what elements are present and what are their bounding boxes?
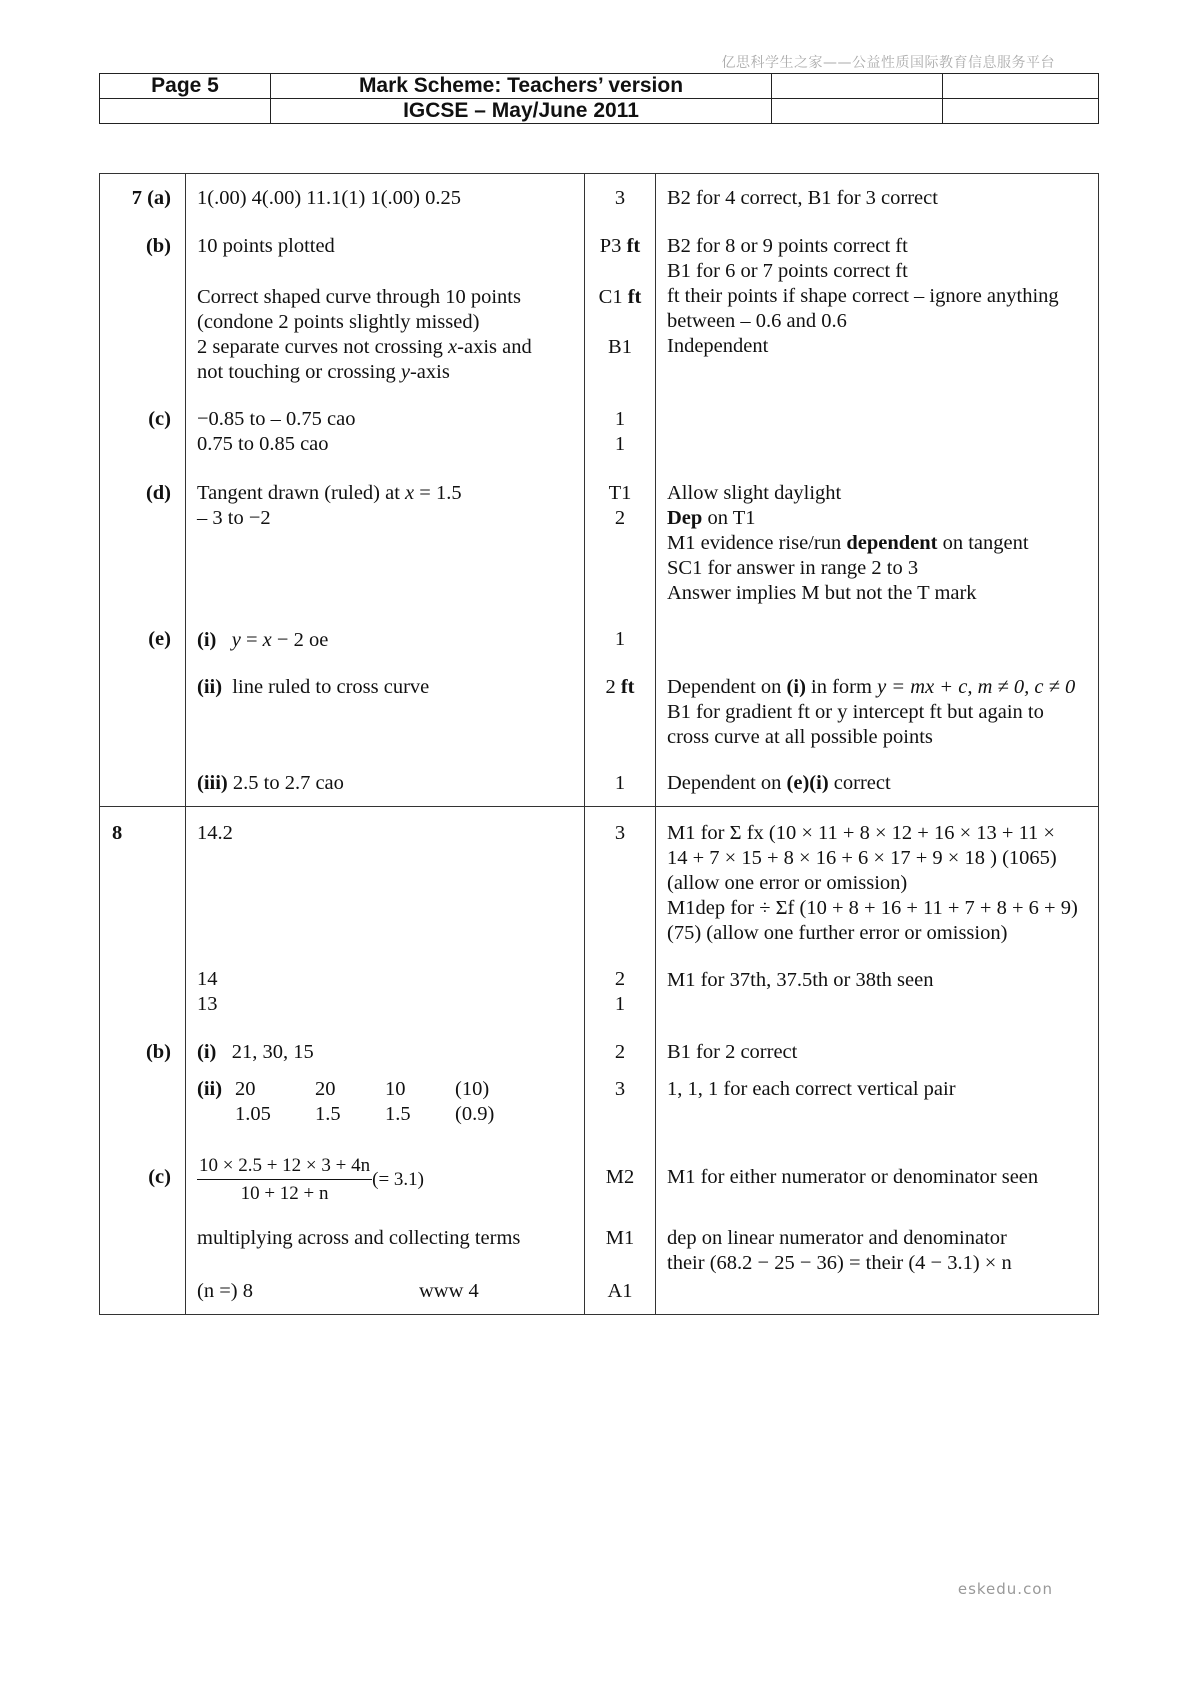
footer-url: eskedu.con (957, 1580, 1053, 1598)
table-row (100, 1065, 1099, 1127)
denominator: 10 + 12 + n (240, 1183, 329, 1204)
mark-cell: 3 (585, 807, 656, 947)
guidance-cell (656, 606, 1099, 653)
mark-cell: 1 (585, 606, 656, 653)
question-label (100, 946, 186, 1017)
watermark: 亿思科学生之家——公益性质国际教育信息服务平台 (721, 55, 1055, 71)
question-label: (b) (100, 211, 186, 385)
answer-cell (186, 211, 585, 385)
answer-cell: 1(.00) 4(.00) 11.1(1) 1(.00) 0.25 (186, 174, 585, 212)
table-row (100, 946, 1099, 1017)
answer-line: Correct shaped curve through 10 points (197, 286, 521, 308)
answer-cell: multiplying across and collecting terms (186, 1206, 585, 1276)
header-empty-cell (772, 99, 943, 124)
mark-cell: A1 (585, 1276, 656, 1315)
table-row (100, 807, 1099, 947)
answer-cell (186, 1127, 585, 1206)
question-label (100, 1065, 186, 1127)
answer-line: not touching or crossing y-axis (197, 361, 450, 383)
page-header-table (99, 73, 1099, 124)
guidance-cell (656, 1276, 1099, 1315)
table-row (100, 653, 1099, 750)
header-empty-cell (943, 74, 1099, 99)
equals-value: (= 3.1) (372, 1169, 424, 1190)
mark-cell: 1 (585, 750, 656, 807)
guidance-cell: 1, 1, 1 for each correct vertical pair (656, 1065, 1099, 1127)
mark-cell: M1 (585, 1206, 656, 1276)
question-label (100, 1206, 186, 1276)
guidance-cell: B2 for 8 or 9 points correct ft B1 for 6 or 7 points correct ft ft their points if shape correct – ignore anything between – 0.6 and 0.6 Independent (656, 211, 1099, 385)
mark-scheme-table (99, 173, 1099, 1315)
guidance-cell: M1 for 37th, 37.5th or 38th seen (656, 946, 1099, 1017)
guidance-cell: Dependent on (e)(i) correct (656, 750, 1099, 807)
numerator: 10 × 2.5 + 12 × 3 + 4n (197, 1153, 372, 1180)
table-row (100, 174, 1099, 212)
question-label: (c) (100, 385, 186, 457)
table-row (100, 1206, 1099, 1276)
table-row (100, 1127, 1099, 1206)
mark-cell: 2 ft (585, 653, 656, 750)
question-label (100, 750, 186, 807)
mark-cell: 2 (585, 1017, 656, 1065)
answer-line: (condone 2 points slightly missed) (197, 311, 480, 333)
mark-cell: M2 (585, 1127, 656, 1206)
question-label: (d) (100, 457, 186, 606)
guidance-cell: M1 for either numerator or denominator seen (656, 1127, 1099, 1206)
mark-cell: T1 2 (585, 457, 656, 606)
question-label: (e) (100, 606, 186, 653)
answer-cell: (iii) 2.5 to 2.7 cao (186, 750, 585, 807)
answer-cell: (n =) 8 www 4 (186, 1276, 585, 1315)
question-label: 8 (100, 807, 186, 947)
table-row (100, 750, 1099, 807)
mark-cell: 3 (585, 1065, 656, 1127)
answer-cell: −0.85 to – 0.75 cao 0.75 to 0.85 cao (186, 385, 585, 457)
answer-cell: 14.2 (186, 807, 585, 947)
answer-line: 10 points plotted (197, 235, 335, 257)
answer-cell: (i) y = x − 2 oe (186, 606, 585, 653)
mark-cell: P3 ft C1 ft B1 (585, 211, 656, 385)
answer-cell: (ii) 20 20 10 (10) 1.05 1.5 1.5 (0.9) (186, 1065, 585, 1127)
answer-cell: 14 13 (186, 946, 585, 1017)
table-row (100, 1017, 1099, 1065)
question-label: (b) (100, 1017, 186, 1065)
guidance-cell: M1 for Σ fx (10 × 11 + 8 × 12 + 16 × 13 + 11 × 14 + 7 × 15 + 8 × 16 + 6 × 17 + 9 × 18 ) (1065) (allow one error or omission) M1dep for ÷ Σf (10 + 8 + 16 + 11 + 7 + 8 + 6 + 9) (75) (allow one further error or omission) (656, 807, 1099, 947)
answer-cell: (i) 21, 30, 15 (186, 1017, 585, 1065)
guidance-cell: Allow slight daylight Dep on T1 M1 evidence rise/run dependent on tangent SC1 for answer in range 2 to 3 Answer implies M but not the T mark (656, 457, 1099, 606)
table-row (100, 606, 1099, 653)
table-row (100, 385, 1099, 457)
fraction-expression (197, 1153, 424, 1206)
guidance-cell: dep on linear numerator and denominator their (68.2 − 25 − 36) = their (4 − 3.1) × n (656, 1206, 1099, 1276)
guidance-cell: B1 for 2 correct (656, 1017, 1099, 1065)
document-title: Mark Scheme: Teachers’ version (271, 74, 772, 99)
mark-cell: 1 1 (585, 385, 656, 457)
mark-cell: 2 1 (585, 946, 656, 1017)
header-empty-cell (943, 99, 1099, 124)
question-label (100, 1276, 186, 1315)
table-row (100, 211, 1099, 385)
exam-title: IGCSE – May/June 2011 (271, 99, 772, 124)
header-empty-cell (100, 99, 271, 124)
guidance-cell (656, 385, 1099, 457)
header-empty-cell (772, 74, 943, 99)
guidance-cell: Dependent on (i) in form y = mx + c, m ≠ 0, c ≠ 0 B1 for gradient ft or y intercept ft but again to cross curve at all possible points (656, 653, 1099, 750)
table-row (100, 1276, 1099, 1315)
page-number: Page 5 (100, 74, 271, 99)
answer-line: 2 separate curves not crossing x-axis and (197, 336, 532, 358)
question-label: 7 (a) (100, 174, 186, 212)
table-row (100, 457, 1099, 606)
question-label (100, 653, 186, 750)
guidance-cell: B2 for 4 correct, B1 for 3 correct (656, 174, 1099, 212)
question-label: (c) (100, 1127, 186, 1206)
mark-cell: 3 (585, 174, 656, 212)
answer-cell: (ii) line ruled to cross curve (186, 653, 585, 750)
answer-cell: Tangent drawn (ruled) at x = 1.5 – 3 to −2 (186, 457, 585, 606)
